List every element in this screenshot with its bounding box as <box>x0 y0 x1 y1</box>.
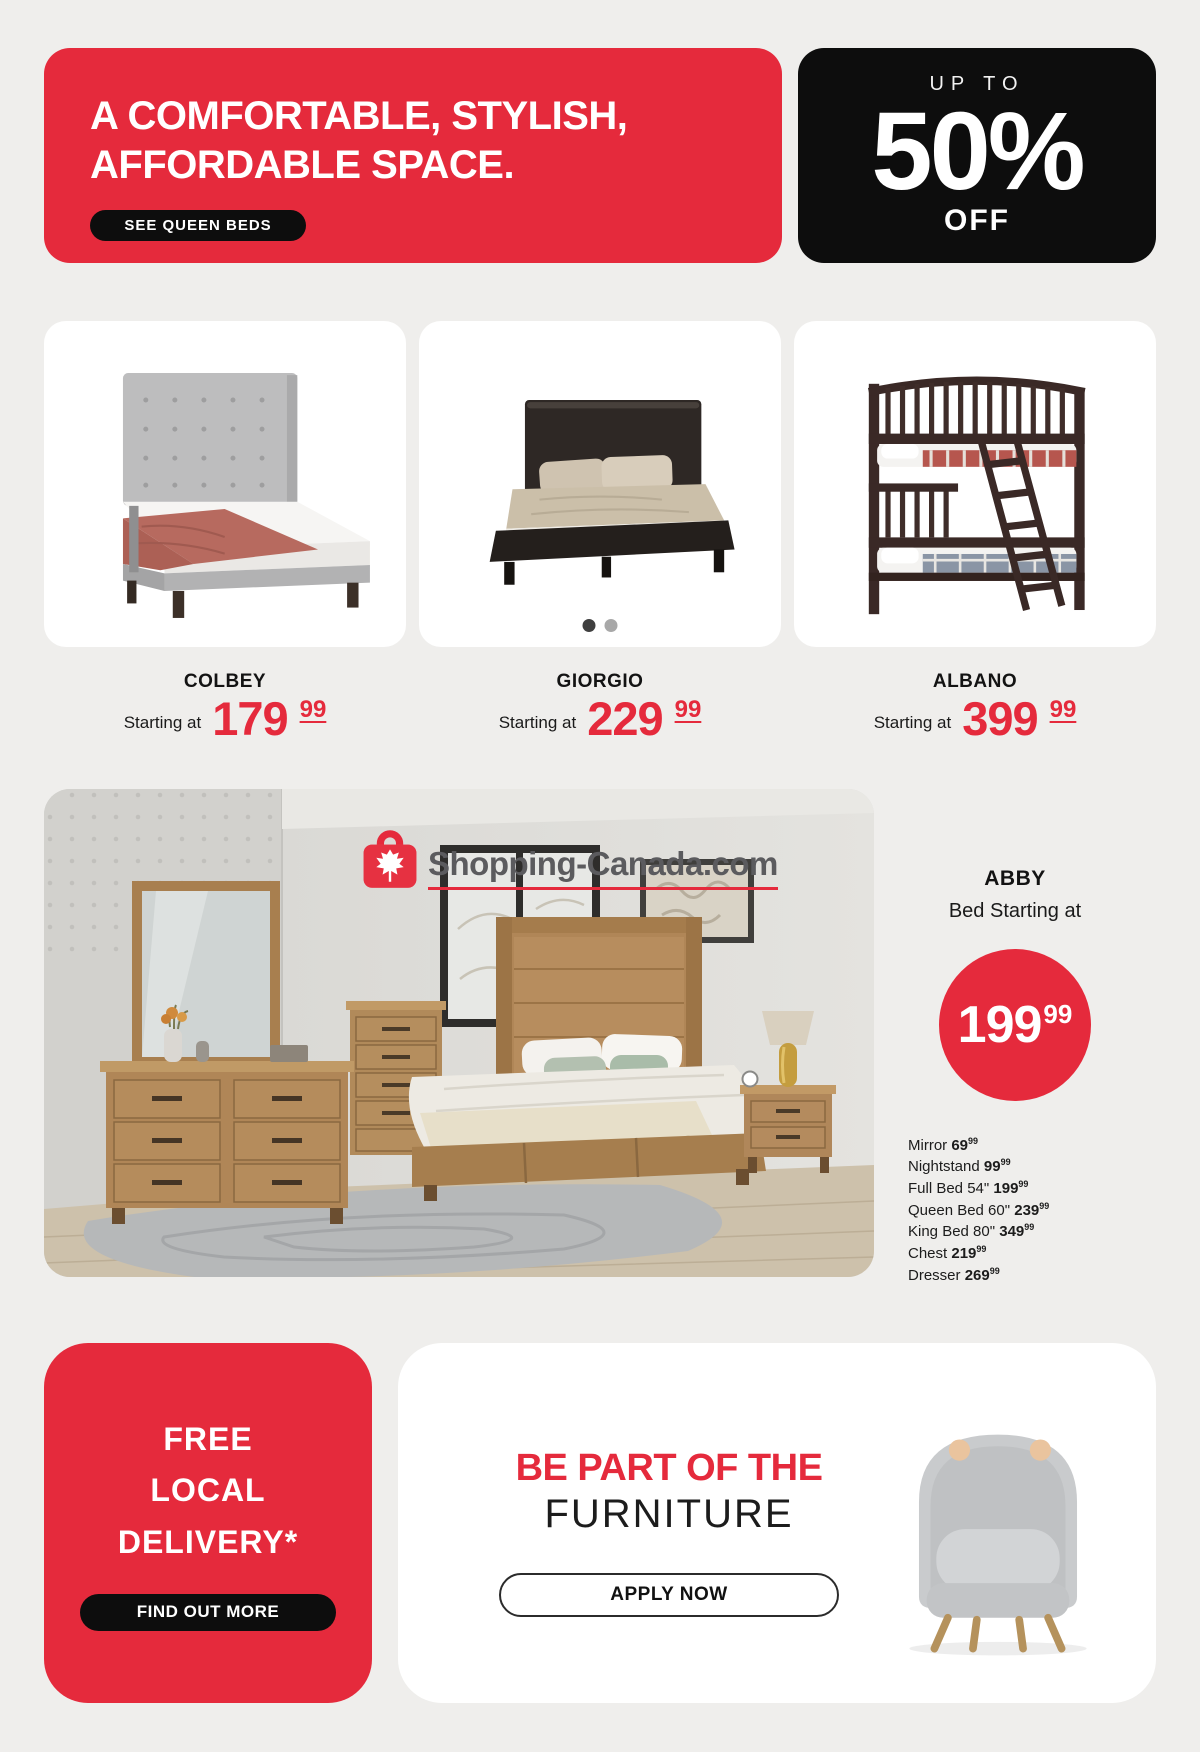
feature-section <box>44 789 1156 1287</box>
price-list-item: Nightstand $99^{99}$ <box>908 1157 1011 1176</box>
membership-text <box>428 1447 910 1617</box>
product-price <box>794 693 1156 745</box>
product-info-row <box>44 647 1156 745</box>
product-info-colbey <box>44 647 406 745</box>
carousel-dot-2[interactable] <box>605 619 618 632</box>
armchair-illustration <box>892 1401 1104 1663</box>
price-list-item: Queen Bed 60" $239^{99}$ <box>908 1200 1050 1219</box>
hero-section <box>44 48 1156 263</box>
price-dollars: 229 <box>587 692 663 745</box>
discount-badge <box>798 48 1156 263</box>
price-list-item: Chest $219^{99}$ <box>908 1244 987 1263</box>
price-list-item: Mirror $69^{99}$ <box>908 1135 979 1154</box>
featured-price-cents: 99 <box>1043 999 1073 1030</box>
colbey-bed-image <box>69 344 380 624</box>
discount-suffix: OFF <box>944 204 1010 238</box>
free-delivery-card <box>44 1343 372 1703</box>
featured-name: ABBY <box>984 866 1046 890</box>
membership-line1: BE PART OF THE <box>515 1446 823 1489</box>
hero-headline-line2: AFFORDABLE SPACE. <box>90 142 515 187</box>
product-card-albano[interactable] <box>794 321 1156 647</box>
product-card-giorgio[interactable] <box>419 321 781 647</box>
bottom-promo-row <box>44 1343 1156 1703</box>
featured-subtitle: Bed Starting at <box>948 899 1082 922</box>
product-info-giorgio <box>419 647 781 745</box>
price-list-item: King Bed 80" $349^{99}$ <box>908 1222 1035 1241</box>
membership-line2: FURNITURE <box>544 1491 794 1536</box>
price-prefix: Starting at <box>498 713 577 732</box>
product-name: GIORGIO <box>556 671 644 692</box>
watermark-text: Shopping-Canada.com <box>428 845 778 890</box>
product-name: ALBANO <box>932 671 1018 692</box>
hero-banner <box>44 48 782 263</box>
price-dollars: 179 <box>212 692 288 745</box>
product-info-albano <box>794 647 1156 745</box>
price-list-item: Dresser $269^{99}$ <box>908 1265 1000 1284</box>
product-card-row <box>44 321 1156 647</box>
site-watermark <box>362 829 778 890</box>
abby-info-panel <box>874 789 1156 1287</box>
carousel-dots <box>583 619 618 632</box>
product-price <box>419 693 781 745</box>
delivery-line3: DELIVERY* <box>117 1523 299 1560</box>
carousel-dot-1[interactable] <box>583 619 596 632</box>
price-prefix: Starting at <box>873 713 952 732</box>
product-name: COLBEY <box>183 671 267 692</box>
see-queen-beds-button[interactable]: SEE QUEEN BEDS <box>90 210 306 241</box>
product-card-colbey[interactable] <box>44 321 406 647</box>
bedroom-photo <box>44 789 874 1277</box>
apply-now-button[interactable]: APPLY NOW <box>499 1573 839 1617</box>
price-cents: 99 <box>674 696 702 723</box>
product-price <box>44 693 406 745</box>
price-dollars: 399 <box>962 692 1038 745</box>
featured-price-dollars: 199 <box>957 995 1042 1054</box>
featured-price-badge <box>939 949 1091 1101</box>
price-prefix: Starting at <box>123 713 202 732</box>
albano-bunk-bed-image <box>819 334 1130 635</box>
discount-prefix: UP TO <box>929 72 1025 95</box>
price-list-item: Full Bed 54" $199^{99}$ <box>908 1179 1029 1198</box>
delivery-line2: LOCAL <box>150 1472 266 1509</box>
giorgio-bed-image <box>444 344 755 624</box>
maple-leaf-shopping-bag-icon <box>362 829 418 889</box>
hero-headline-line1: A COMFORTABLE, STYLISH, <box>90 94 628 138</box>
featured-price-list <box>908 1135 1049 1287</box>
price-cents: 99 <box>1049 696 1077 723</box>
armchair-man-image <box>892 1401 1104 1663</box>
delivery-line1: FREE <box>163 1421 253 1458</box>
membership-card <box>398 1343 1156 1703</box>
find-out-more-button[interactable]: FIND OUT MORE <box>80 1594 336 1631</box>
price-cents: 99 <box>299 696 327 723</box>
discount-value: 50% <box>871 89 1083 213</box>
